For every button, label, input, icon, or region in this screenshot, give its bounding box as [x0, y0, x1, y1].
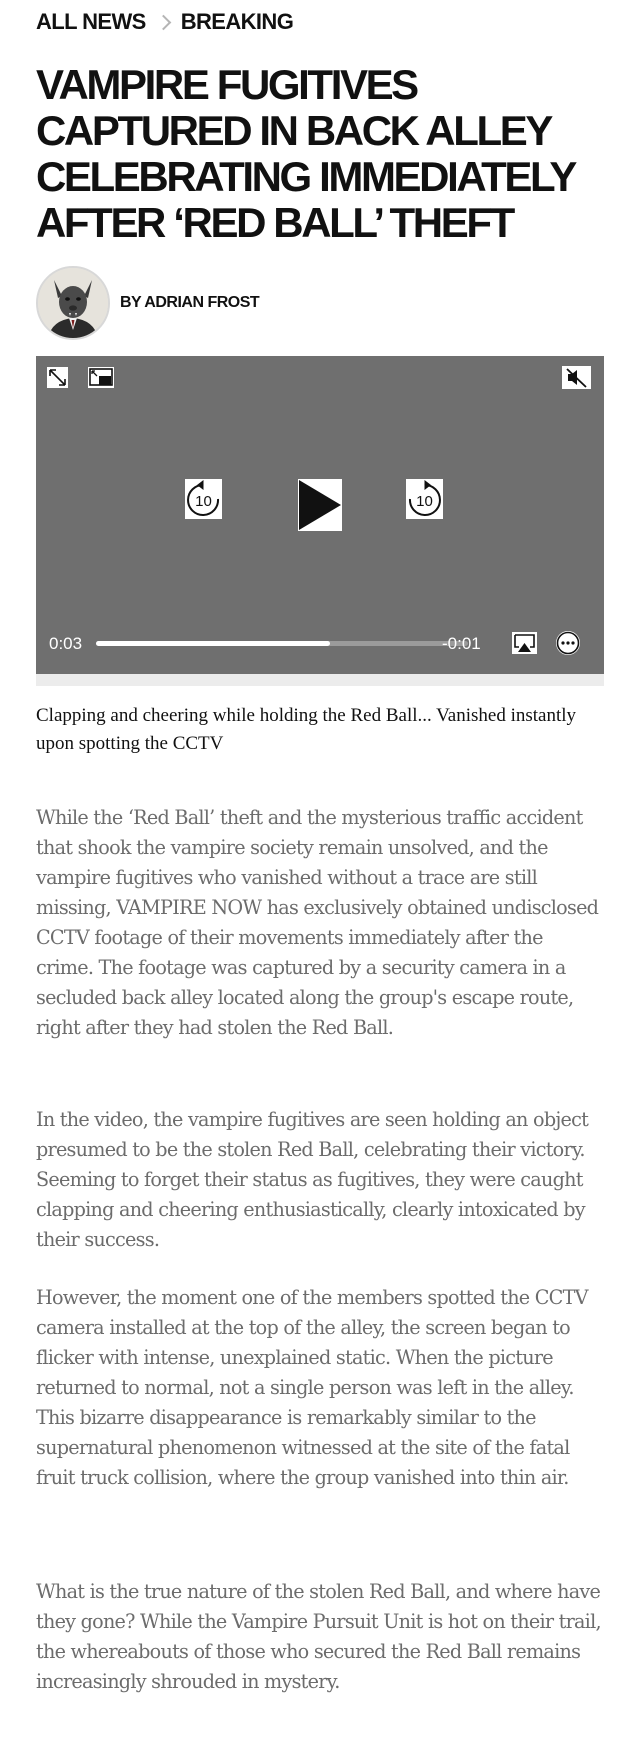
- breadcrumb-breaking[interactable]: BREAKING: [180, 9, 294, 34]
- forward-10-label: 10: [416, 493, 433, 510]
- elapsed-time: 0:03: [49, 634, 83, 653]
- mute-icon[interactable]: [562, 366, 591, 389]
- play-icon[interactable]: [298, 479, 342, 531]
- breadcrumb-all-news[interactable]: ALL NEWS: [36, 9, 146, 34]
- vampire-avatar-icon: [38, 268, 108, 338]
- video-caption: Clapping and cheering while holding the Red Ball... Vanished instantly upon spotting the CCTV: [36, 705, 577, 754]
- rewind-10-label: 10: [195, 493, 212, 510]
- paragraph: In the video, the vampire fugitives are seen holding an object presumed to be the stolen Red Ball, celebrating their victory. Seeming to forget their status as fugitives, they were caught clapping and cheering enthusiastically, clearly intoxicated by their success.: [36, 1108, 589, 1251]
- rewind-10-icon[interactable]: [185, 479, 222, 519]
- airplay-icon[interactable]: [512, 632, 537, 654]
- headline: VAMPIRE FUGITIVES CAPTURED IN BACK ALLEY CELEBRATING IMMEDIATELY AFTER ‘RED BALL’ THEFT: [36, 61, 575, 246]
- video-bottom-border: [36, 674, 604, 686]
- forward-10-icon[interactable]: [406, 479, 443, 519]
- video-player[interactable]: [36, 356, 604, 674]
- remaining-time: -0:01: [442, 634, 481, 653]
- byline: [36, 266, 259, 340]
- chevron-right-icon: [155, 14, 171, 30]
- paragraph: However, the moment one of the members spotted the CCTV camera installed at the top of the alley, the screen began to flicker with intense, unexplained static. When the picture returned to normal, not a single person was left in the alley. This bizarre disappearance is remarkably similar to the supernatural phenomenon witnessed at the site of the fatal fruit truck collision, where the group vanished into thin air.: [36, 1286, 588, 1489]
- avatar[interactable]: [36, 266, 110, 340]
- fullscreen-icon[interactable]: [47, 367, 68, 388]
- progress-bar[interactable]: [96, 641, 468, 646]
- progress-fill: [96, 641, 330, 646]
- paragraph: What is the true nature of the stolen Red Ball, and where have they gone? While the Vampire Pursuit Unit is hot on their trail, the whereabouts of those who secured the Red Ball remains increasingly shrouded in mystery.: [36, 1580, 601, 1693]
- author-name[interactable]: BY ADRIAN FROST: [120, 294, 260, 311]
- more-icon[interactable]: [556, 631, 580, 655]
- paragraph: While the ‘Red Ball’ theft and the mysterious traffic accident that shook the vampire society remain unsolved, and the vampire fugitives who vanished without a trace are still missing, VAMPIRE NOW has exclusively obtained undisclosed CCTV footage of their movements immediately after the crime. The footage was captured by a security camera in a secluded back alley located along the group's escape route, right after they had stolen the Red Ball.: [36, 806, 599, 1039]
- breadcrumb: [36, 8, 293, 36]
- picture-in-picture-icon[interactable]: [88, 367, 114, 388]
